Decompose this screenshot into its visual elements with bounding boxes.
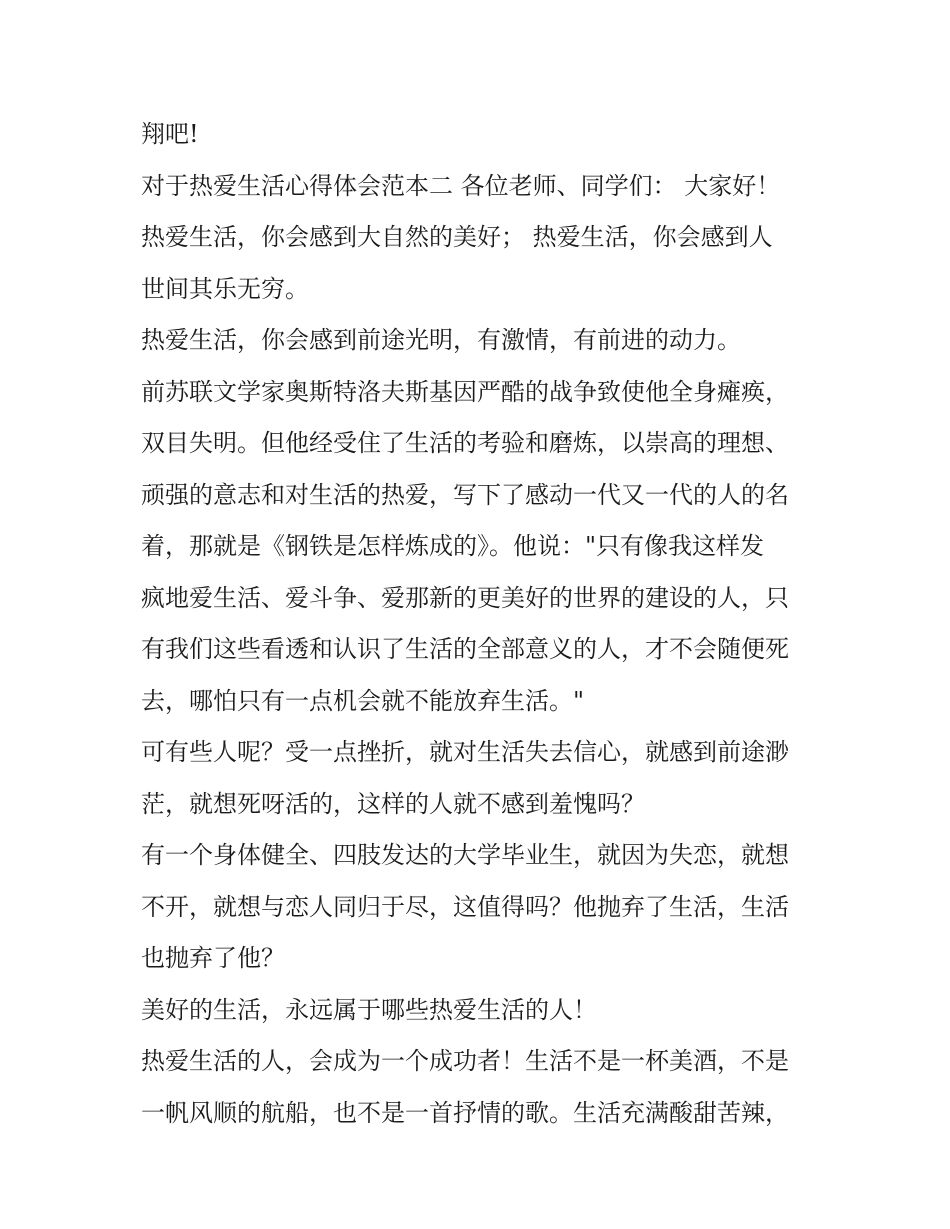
text-line: 去，哪怕只有一点机会就不能放弃生活。" (141, 686, 585, 715)
text-line: 热爱生活，你会感到前途光明，有激情，有前进的动力。 (141, 326, 741, 354)
text-line: 翔吧! (141, 120, 199, 148)
text-line: 可有些人呢？受一点挫折，就对生活失去信心，就感到前途渺 (141, 738, 789, 766)
text-line: 双目失明。但他经受住了生活的考验和磨炼，以崇高的理想、 (141, 429, 789, 457)
text-line: 也抛弃了他？ (141, 944, 285, 972)
text-line: 前苏联文学家奥斯特洛夫斯基因严酷的战争致使他全身瘫痪， (141, 377, 789, 406)
text-line: 有我们这些看透和认识了生活的全部意义的人，才不会随便死 (141, 635, 789, 663)
text-line: 茫，就想死呀活的，这样的人就不感到羞愧吗？ (141, 789, 645, 818)
text-line: 美好的生活，永远属于哪些热爱生活的人！ (141, 995, 597, 1024)
text-line: 热爱生活，你会感到大自然的美好； 热爱生活，你会感到人 (141, 223, 773, 251)
text-line: 着，那就是《钢铁是怎样炼成的》。他说："只有像我这样发 (141, 532, 765, 560)
text-line: 热爱生活的人，会成为一个成功者！生活不是一杯美酒，不是 (141, 1047, 789, 1075)
text-line: 不开，就想与恋人同归于尽，这值得吗？他抛弃了生活，生活 (141, 892, 789, 921)
text-line: 顽强的意志和对生活的热爱，写下了感动一代又一代的人的名 (141, 480, 789, 509)
text-line: 世间其乐无穷。 (141, 274, 309, 303)
text-line: 一帆风顺的航船，也不是一首抒情的歌。生活充满酸甜苦辣， (141, 1098, 789, 1127)
text-line: 有一个身体健全、四肢发达的大学毕业生，就因为失恋，就想 (141, 841, 789, 869)
text-line: 疯地爱生活、爱斗争、爱那新的更美好的世界的建设的人，只 (141, 583, 789, 612)
text-line: 对于热爱生活心得体会范本二 各位老师、同学们： 大家好！ (141, 171, 781, 200)
document-body (141, 109, 821, 1139)
